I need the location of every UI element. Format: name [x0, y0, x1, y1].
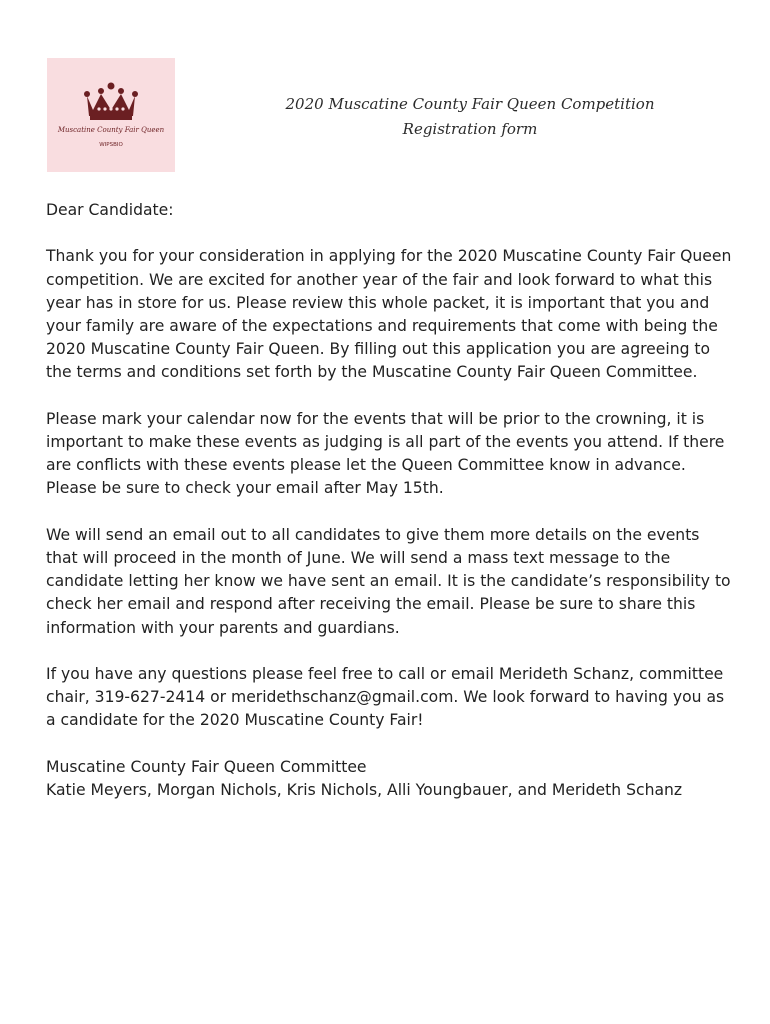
signature-members: Katie Meyers, Morgan Nichols, Kris Nichols, Alli Youngbauer, and Merideth Schanz: [46, 781, 683, 799]
paragraph: Please mark your calendar now for the events that will be prior to the crowning, it is important to make these events as judging is all part of the events you attend. If there are conflicts with these events please let the Queen Committee know in advance. Please be sure to check your email after May 15th.: [46, 409, 725, 498]
title-line-registration: Registration form: [402, 120, 538, 138]
paragraph: Thank you for your consideration in applying for the 2020 Muscatine County Fair Queen competition. We are excited for another year of the fair and look forward to what this year has in store for us. Please review this whole packet, it is important that you and your family are aware of the expectations and requirements that come with being the 2020 Muscatine County Fair Queen. By filling out this application you are agreeing to the terms and conditions set forth by the Muscatine County Fair Queen Committee.: [46, 247, 732, 382]
title-line-competition: 2020 Muscatine County Fair Queen Competition: [285, 95, 655, 113]
page-title: [270, 92, 670, 142]
svg-text:Muscatine County Fair Queen: Muscatine County Fair Queen: [57, 126, 165, 134]
logo-text: [47, 120, 175, 160]
greeting: Dear Candidate:: [46, 201, 174, 219]
svg-text:WIPSBIO: WIPSBIO: [99, 142, 123, 148]
paragraph: We will send an email out to all candidates to give them more details on the events that will proceed in the month of June. We will send a mass text message to the candidate letting her know we have sent an email. It is the candidate’s responsibility to check her email and respond after receiving the email. Please be sure to share this information with your parents and guardians.: [46, 525, 731, 637]
fair-queen-logo: [47, 58, 175, 172]
paragraph: If you have any questions please feel free to call or email Merideth Schanz, committee chair, 319-627-2414 or meridethschanz@gmail.com. We look forward to having you as a candidate for the 2020 Muscatine County Fair!: [46, 665, 725, 730]
signature-block: [46, 756, 736, 802]
letter-body: [46, 199, 736, 802]
signature-committee: Muscatine County Fair Queen Committee: [46, 757, 367, 776]
